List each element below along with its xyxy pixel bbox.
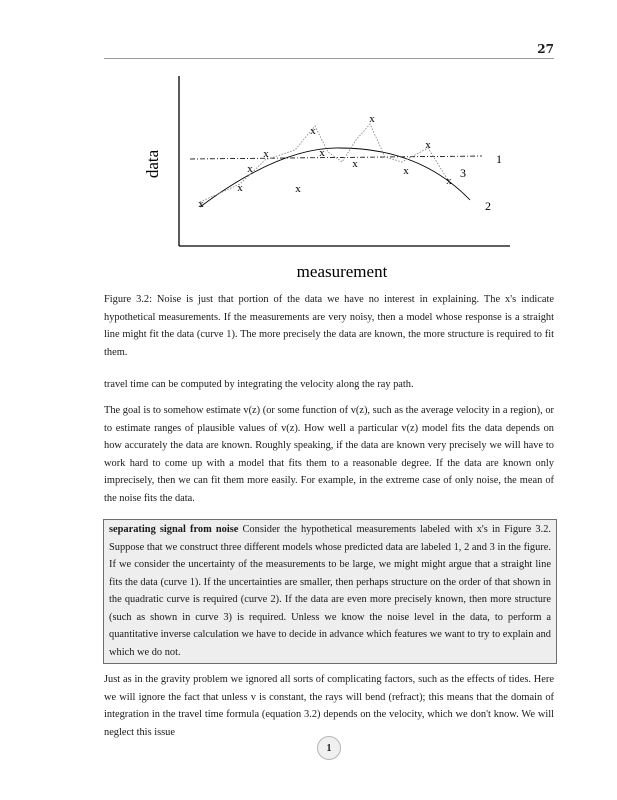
box-text: Consider the hypothetical measurements labeled with x's in Figure 3.2. Suppose that we construct three different models whose predicted data are labeled 1, 2 and 3 in the figure. If we consider the uncertainty of the measurements to be large, we might might argue that a straight line fits the data (curve 1). If the uncertainties are smaller, then perhaps structure on the order of that shown in the quadratic curve is required (curve 2). If the data are even more precisely known, then more structure (such as shown in curve 3) is required. Unless we know the noise level in the data, to perform a quantitative inverse calculation we have to decide in advance which features we want to try to explain and which we do not. [109, 524, 551, 658]
figure-caption: Figure 3.2: Noise is just that portion of the data we have no interest in explaining. The x's indicate hypothetical measurements. If the measurements are very noisy, then a model whose response is a straight line might fit the data (curve 1). The more precisely the data are known, the more structure is required to fit them. [104, 294, 554, 358]
figure-3-2 [130, 62, 530, 292]
header-rule [104, 58, 554, 59]
measurement-x: x [310, 125, 316, 137]
measurement-x: x [352, 158, 358, 170]
figure-plot [130, 62, 530, 292]
paragraph-travel-time: travel time can be computed by integrating the velocity along the ray path. [104, 379, 414, 390]
y-axis-label: data [143, 149, 162, 179]
measurement-x: x [263, 148, 269, 160]
footer-page-badge: 1 [317, 736, 341, 760]
curve-label-1: 1 [496, 152, 502, 166]
curve-label-3: 3 [460, 166, 466, 180]
curve-labels [460, 152, 502, 213]
measurement-x: x [295, 183, 301, 195]
measurement-x: x [369, 113, 375, 125]
measurement-x: x [237, 182, 243, 194]
page-number: 27 [537, 42, 554, 56]
paragraph-gravity: Just as in the gravity problem we ignored all sorts of complicating factors, such as the effects of tides. Here we will ignore the fact that unless v is constant, the rays will bend (refract); this means that the domain of integration in the travel time formula (equation 3.2) depends on the velocity, which we don't know. We will neglect this issue [104, 674, 554, 738]
measurement-x: x [425, 139, 431, 151]
measurement-x: x [403, 165, 409, 177]
measurement-x: x [198, 198, 204, 210]
measurement-x: x [446, 175, 452, 187]
x-axis-label: measurement [296, 262, 388, 281]
curve-2 [200, 148, 470, 207]
curve-label-2: 2 [485, 199, 491, 213]
measurement-x: x [319, 147, 325, 159]
paragraph-goal: The goal is to somehow estimate v(z) (or some function of v(z), such as the average velocity in a region), or to estimate ranges of plausible values of v(z). How well a particular v(z) model fits the data depends on how accurately the data are known. Roughly speaking, if the data are known very precisely we will have to work hard to come up with a model that fits them to a reasonable degree. If the data are known only imprecisely, then we can fit them more easily. For example, in the extreme case of only noise, the mean of the noise fits the data. [104, 405, 554, 504]
box-heading: separating signal from noise [109, 524, 239, 535]
measurement-x: x [247, 163, 253, 175]
boxed-note [103, 519, 557, 664]
